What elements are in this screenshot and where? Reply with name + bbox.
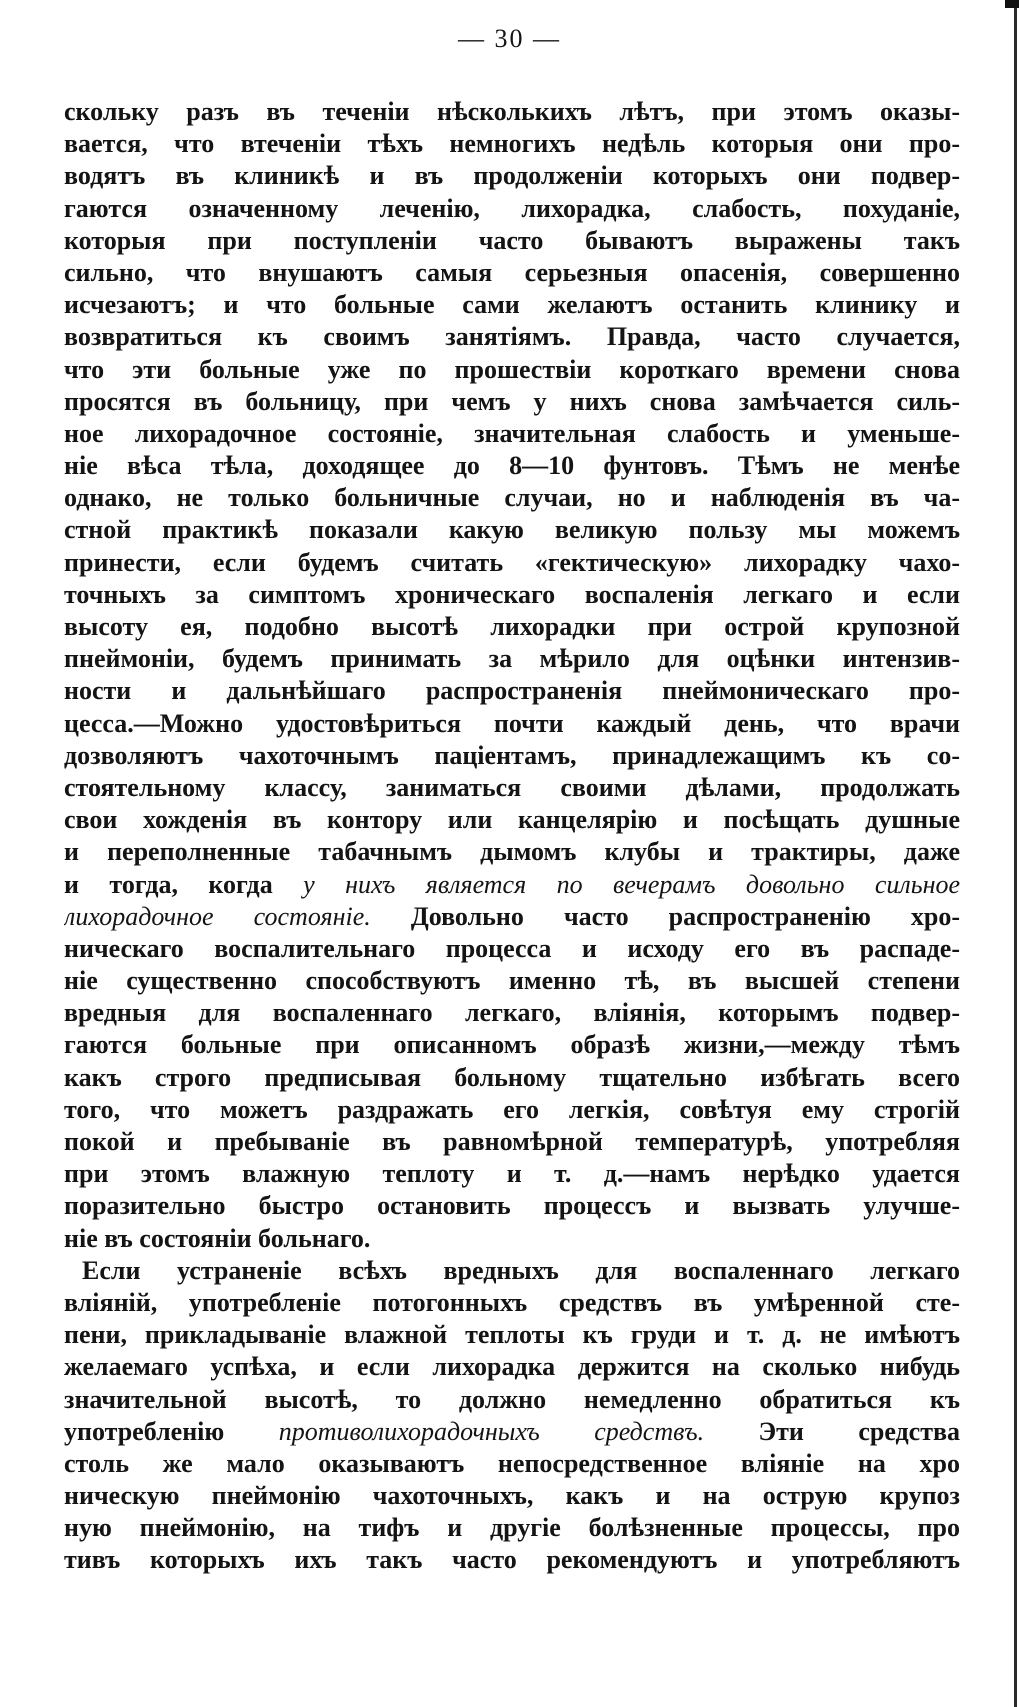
line-text: исчезаютъ; и что больные сами желаютъ останить клинику и bbox=[64, 290, 960, 320]
line-text: и тогда, когда bbox=[64, 869, 304, 899]
page-corner-mark bbox=[1005, 0, 1019, 8]
line-text: Довольно часто распространенiю хро- bbox=[370, 901, 960, 931]
line-text: точныхъ за симптомъ хроническаго воспаленiя легкаго и если bbox=[64, 579, 960, 609]
text-line bbox=[64, 933, 960, 965]
text-line bbox=[64, 643, 960, 675]
text-line bbox=[64, 772, 960, 804]
text-line bbox=[64, 1544, 960, 1576]
line-text: тивъ которыхъ ихъ такъ часто рекомендуютъ и употребляютъ bbox=[64, 1545, 960, 1575]
line-text: и переполненные табачнымъ дымомъ клубы и трактиры, даже bbox=[64, 837, 960, 867]
text-line bbox=[64, 901, 960, 933]
line-text: ную пнеймонiю, на тифъ и другiе болѣзненные процессы, про bbox=[64, 1513, 960, 1543]
text-line bbox=[64, 836, 960, 868]
line-text: ности и дальнѣйшаго распространенiя пнеймоническаго про- bbox=[64, 676, 960, 706]
line-text: значительной высотѣ, то должно немедленно обратиться къ bbox=[64, 1384, 960, 1414]
line-text: гаются больные при описанномъ образѣ жизни,—между тѣмъ bbox=[64, 1030, 960, 1060]
line-text: что эти больные уже по прошествiи короткаго времени снова bbox=[64, 354, 960, 384]
text-line bbox=[64, 257, 960, 289]
line-text: цесса.—Можно удостовѣриться почти каждый день, что врачи bbox=[64, 708, 960, 738]
text-line bbox=[64, 321, 960, 353]
text-line bbox=[64, 1126, 960, 1158]
text-line bbox=[64, 514, 960, 546]
text-line bbox=[64, 128, 960, 160]
line-text: нiе въ состоянiи больнаго. bbox=[64, 1223, 371, 1253]
text-line bbox=[64, 386, 960, 418]
text-line bbox=[64, 1384, 960, 1416]
line-text: гаются означенному леченiю, лихорадка, слабость, похуданiе, bbox=[64, 193, 960, 223]
italic-text: лихорадочное состоянiе. bbox=[64, 901, 371, 931]
line-text: пени, прикладыванiе влажной теплоты къ груди и т. д. не имѣютъ bbox=[64, 1320, 960, 1350]
text-line bbox=[64, 418, 960, 450]
text-line bbox=[64, 193, 960, 225]
line-text: ническую пнеймонiю чахоточныхъ, какъ и на острую крупоз bbox=[64, 1481, 960, 1511]
line-text: ническаго воспалительнаго процесса и исходу его въ распаде- bbox=[64, 933, 960, 963]
line-text: нiе вѣса тѣла, доходящее до 8—10 фунтовъ. Тѣмъ не менѣе bbox=[64, 451, 960, 481]
text-line bbox=[64, 354, 960, 386]
text-line bbox=[64, 450, 960, 482]
text-line bbox=[64, 1512, 960, 1544]
line-text: свои хожденiя въ контору или канцелярiю и посѣщать душные bbox=[64, 805, 960, 835]
line-text: столь же мало оказываютъ непосредственное влiянiе на хро bbox=[64, 1448, 960, 1478]
text-line bbox=[64, 1480, 960, 1512]
line-text: Если устраненiе всѣхъ вредныхъ для воспаленнаго легкаго bbox=[82, 1255, 960, 1285]
line-text: пнеймонiи, будемъ принимать за мѣрило для оцѣнки интензив- bbox=[64, 644, 960, 674]
text-line bbox=[64, 1448, 960, 1480]
text-line bbox=[64, 1062, 960, 1094]
line-text: при этомъ влажную теплоту и т. д.—намъ нерѣдко удается bbox=[64, 1159, 960, 1189]
line-text: вредныя для воспаленнаго легкаго, влiянiя, которымъ подвер- bbox=[64, 998, 960, 1028]
text-line bbox=[64, 1319, 960, 1351]
line-text: покой и пребыванiе въ равномѣрной температурѣ, употребляя bbox=[64, 1127, 960, 1156]
line-text: принести, если будемъ считать «гектическую» лихорадку чахо- bbox=[64, 547, 960, 577]
line-text: стной практикѣ показали какую великую пользу мы можемъ bbox=[64, 515, 960, 545]
text-line bbox=[64, 289, 960, 321]
text-line bbox=[64, 1029, 960, 1061]
line-text: просятся въ больницу, при чемъ у нихъ снова замѣчается силь- bbox=[64, 386, 960, 416]
line-text: высоту ея, подобно высотѣ лихорадки при острой крупозной bbox=[64, 612, 960, 641]
text-line bbox=[64, 869, 960, 901]
line-text: какъ строго предписывая больному тщательно избѣгать всего bbox=[64, 1062, 960, 1092]
page-number: — 30 — bbox=[458, 24, 561, 53]
text-line bbox=[64, 1255, 960, 1287]
text-line bbox=[64, 1190, 960, 1222]
line-text: употребленiю bbox=[64, 1416, 279, 1446]
line-text: однако, не только больничные случаи, но и наблюденiя въ ча- bbox=[64, 483, 960, 513]
text-line bbox=[64, 225, 960, 257]
line-text: желаемаго успѣха, и если лихорадка держится на сколько нибудь bbox=[64, 1352, 960, 1382]
italic-text: противолихорадочныхъ средствъ. bbox=[278, 1416, 705, 1446]
line-text: Эти средства bbox=[704, 1416, 960, 1446]
body-text bbox=[64, 96, 960, 1577]
line-text: влiянiй, употребленiе потогонныхъ средствъ въ умѣренной сте- bbox=[64, 1287, 960, 1317]
text-line bbox=[64, 96, 960, 128]
line-text: скольку разъ въ теченiи нѣсколькихъ лѣтъ, при этомъ оказы- bbox=[64, 97, 960, 126]
text-line bbox=[64, 1287, 960, 1319]
text-line bbox=[64, 1158, 960, 1190]
page-edge-line bbox=[1014, 0, 1017, 1707]
line-text: вается, что втеченiи тѣхъ немногихъ недѣль которыя они про- bbox=[64, 129, 960, 159]
line-text: поразительно быстро остановить процессъ и вызвать улучше- bbox=[64, 1191, 960, 1221]
line-text: стоятельному классу, заниматься своими дѣлами, продолжать bbox=[64, 772, 960, 802]
text-line bbox=[64, 804, 960, 836]
text-line bbox=[64, 708, 960, 740]
text-line bbox=[64, 997, 960, 1029]
line-text: возвратиться къ своимъ занятiямъ. Правда, часто случается, bbox=[64, 322, 960, 352]
paragraph-2 bbox=[64, 1255, 960, 1577]
line-text: сильно, что внушаютъ самыя серьезныя опасенiя, совершенно bbox=[64, 257, 960, 287]
italic-text: у нихъ является по вечерамъ довольно сильное bbox=[303, 869, 960, 899]
line-text: того, что можетъ раздражать его легкiя, совѣтуя ему строгiй bbox=[64, 1094, 960, 1124]
text-line bbox=[64, 965, 960, 997]
text-line bbox=[64, 1416, 960, 1448]
line-text: водятъ въ клиникѣ и въ продолженiи которыхъ они подвер- bbox=[64, 161, 960, 191]
text-line bbox=[64, 1223, 960, 1255]
line-text: ное лихорадочное состоянiе, значительная слабость и уменьше- bbox=[64, 418, 960, 448]
text-line bbox=[64, 611, 960, 643]
text-line bbox=[64, 675, 960, 707]
text-line bbox=[64, 1351, 960, 1383]
line-text: дозволяютъ чахоточнымъ пацiентамъ, принадлежащимъ къ со- bbox=[64, 740, 960, 770]
text-line bbox=[64, 482, 960, 514]
text-line bbox=[64, 740, 960, 772]
text-line bbox=[64, 547, 960, 579]
text-line bbox=[64, 160, 960, 192]
line-text: нiе существенно способствуютъ именно тѣ, въ высшей степени bbox=[64, 966, 960, 996]
line-text: которыя при поступленiи часто бываютъ выражены такъ bbox=[64, 225, 960, 255]
text-line bbox=[64, 579, 960, 611]
text-line bbox=[64, 1094, 960, 1126]
paragraph-1 bbox=[64, 96, 960, 1255]
